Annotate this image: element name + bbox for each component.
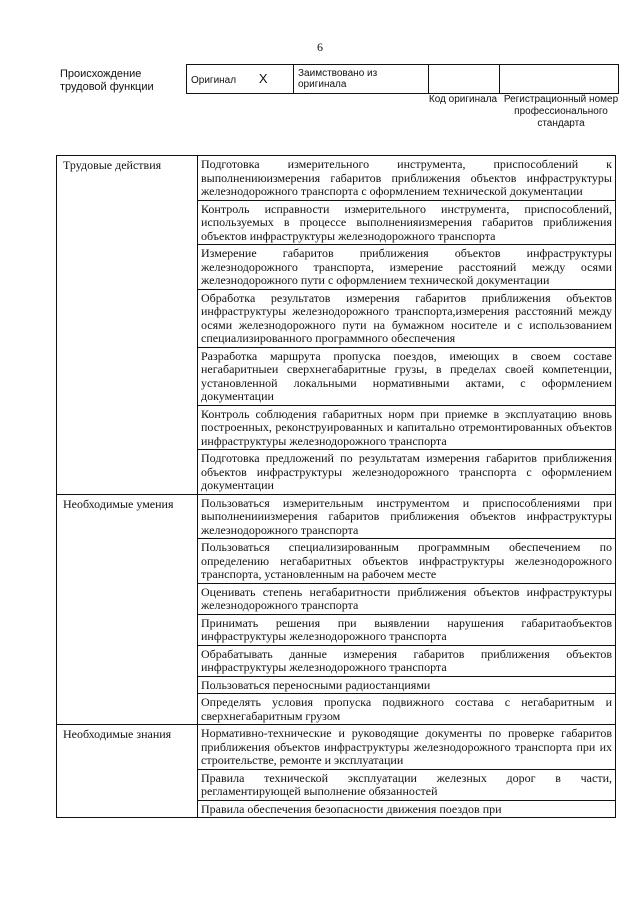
section-item-actions: Обработка результатов измерения габаритов приближения объектов инфраструктуры железнодорожного транспорта,измерения расстояний между осями железнодорожного пути на бумажном носителе и с использованием специализированного программного обеспечения [198,289,616,347]
section-item-skills: Определять условия пропуска подвижного состава с негабаритным и сверхнегабаритным грузом [198,694,616,725]
borrowed-cell [294,65,429,94]
table-row [57,725,616,770]
section-item-knowledge: Нормативно-технические и руководящие документы по проверке габаритов приближения объектов инфраструктуры железнодорожного транспорта при их строительстве, ремонте и эксплуатации [198,725,616,770]
reg-number-cell [500,65,619,94]
section-item-actions: Подготовка измерительного инструмента, приспособлений к выполнениюизмерения габаритов приближения объектов инфраструктуры железнодорожного транспорта с оформлением технической документации [198,156,616,201]
section-item-skills: Принимать решения при выявлении нарушения габаритаобъектов инфраструктуры железнодорожного транспорта [198,614,616,645]
section-label-knowledge: Необходимые знания [57,725,198,818]
table-row [57,494,616,539]
page-number: 6 [317,40,323,54]
section-item-skills: Пользоваться измерительным инструментом и приспособлениями при выполненииизмерения габаритов приближения объектов инфраструктуры железнодорожного транспорта [198,494,616,539]
original-mark: X [258,70,268,86]
original-label: Оригинал [191,74,237,86]
origin-table [186,64,619,94]
section-label-actions: Трудовые действия [57,156,198,495]
code-caption: Код оригинала [428,94,498,105]
section-item-actions: Контроль соблюдения габаритных норм при приемке в эксплуатацию вновь построенных, реконструированных и капитально отремонтированных объектов инфраструктуры железнодорожного транспорта [198,405,616,450]
section-item-knowledge: Правила технической эксплуатации железных дорог в части, регламентирующей выполнение обязанностей [198,769,616,800]
reg-caption: Регистрационный номер профессионального стандарта [503,94,619,129]
section-item-knowledge: Правила обеспечения безопасности движения поездов при [198,800,616,818]
section-item-actions: Разработка маршрута пропуска поездов, имеющих в своем составе негабаритныеи сверхнегабаритные грузы, в пределах своей компетенции, установленной локальными нормативными актами, с оформлением документации [198,347,616,405]
section-label-skills: Необходимые умения [57,494,198,725]
section-item-skills: Пользоваться специализированным программным обеспечением по определению негабаритных объектов инфраструктуры железнодорожного транспорта, установленным на рабочем месте [198,539,616,584]
section-item-actions: Контроль исправности измерительного инструмента, приспособлений, используемых в процессе выполненияизмерения габаритов приближения объектов инфраструктуры железнодорожного транспорта [198,200,616,245]
borrowed-label: Заимствовано из оригинала [298,68,378,90]
section-item-skills: Оценивать степень негабаритности приближения объектов инфраструктуры железнодорожного транспорта [198,583,616,614]
code-cell [429,65,500,94]
section-item-skills: Обрабатывать данные измерения габаритов приближения объектов инфраструктуры железнодорожного транспорта [198,645,616,676]
table-row [57,156,616,201]
section-item-actions: Подготовка предложений по результатам измерения габаритов приближения объектов инфраструктуры железнодорожного транспорта с оформлением документации [198,450,616,495]
original-cell [187,65,294,94]
origin-label: Происхождение трудовой функции [60,68,154,93]
section-item-skills: Пользоваться переносными радиостанциями [198,676,616,694]
labor-function-table [56,155,616,818]
section-item-actions: Измерение габаритов приближения объектов инфраструктуры железнодорожного транспорта, измерение расстояний между осями железнодорожного пути с оформлением технической документации [198,245,616,290]
